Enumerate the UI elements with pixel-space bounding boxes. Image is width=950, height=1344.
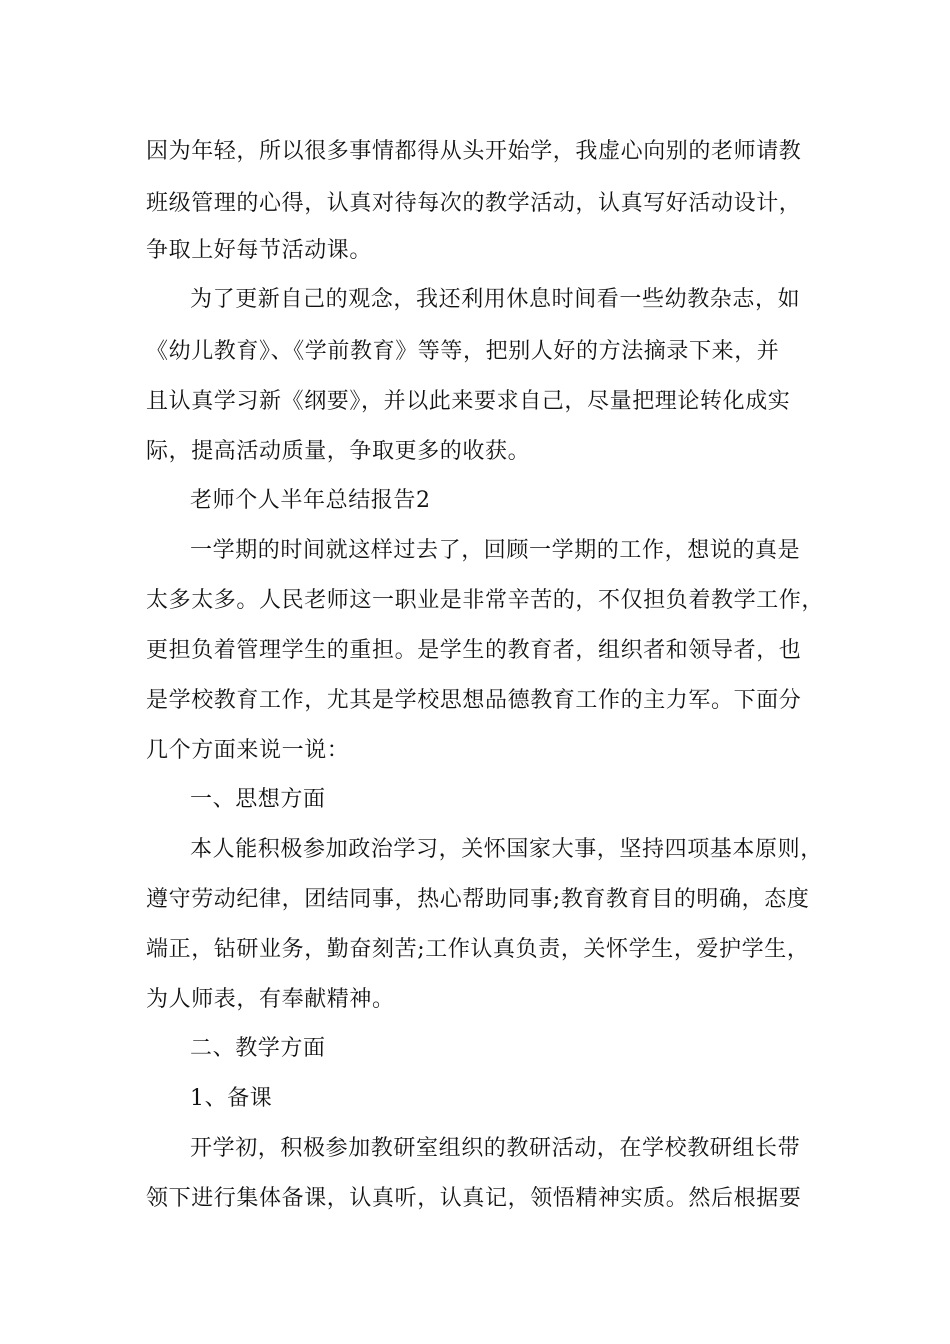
text-line: 争取上好每节活动课。 xyxy=(146,238,373,263)
text-line: 端正，钻研业务，勤奋刻苦;工作认真负责，关怀学生，爱护学生， xyxy=(146,937,810,962)
text-line: 更担负着管理学生的重担。是学生的教育者，组织者和领导者，也 xyxy=(146,638,802,663)
text-line: 班级管理的心得，认真对待每次的教学活动，认真写好活动设计， xyxy=(146,191,802,216)
section-heading: 二、教学方面 xyxy=(190,1036,326,1061)
text-line: 是学校教育工作，尤其是学校思想品德教育工作的主力军。下面分 xyxy=(146,688,802,713)
section-title: 老师个人半年总结报告2 xyxy=(190,488,431,513)
subsection-heading: 1、备课 xyxy=(190,1086,273,1111)
text-line: 开学初，积极参加教研室组织的教研活动，在学校教研组长带 xyxy=(190,1136,801,1161)
text-line: 本人能积极参加政治学习，关怀国家大事，坚持四项基本原则， xyxy=(190,837,823,862)
text-line: 太多太多。人民老师这一职业是非常辛苦的，不仅担负着教学工作， xyxy=(146,588,825,613)
section-heading: 一、思想方面 xyxy=(190,787,326,812)
text-line: 《幼儿教育》、《学前教育》等等，把别人好的方法摘录下来，并 xyxy=(146,339,780,364)
text-line: 为了更新自己的观念，我还利用休息时间看一些幼教杂志，如 xyxy=(190,287,801,312)
text-line: 遵守劳动纪律，团结同事，热心帮助同事;教育教育目的明确，态度 xyxy=(146,887,810,912)
text-line: 且认真学习新《纲要》，并以此来要求自己，尽量把理论转化成实 xyxy=(146,389,791,414)
text-line: 几个方面来说一说： xyxy=(146,738,350,763)
text-line: 一学期的时间就这样过去了，回顾一学期的工作，想说的真是 xyxy=(190,538,801,563)
text-line: 因为年轻，所以很多事情都得从头开始学，我虚心向别的老师请教 xyxy=(146,139,802,164)
text-line: 领下进行集体备课，认真听，认真记，领悟精神实质。然后根据要 xyxy=(146,1186,802,1211)
text-line: 际，提高活动质量，争取更多的收获。 xyxy=(146,439,531,464)
text-line: 为人师表，有奉献精神。 xyxy=(146,987,395,1012)
